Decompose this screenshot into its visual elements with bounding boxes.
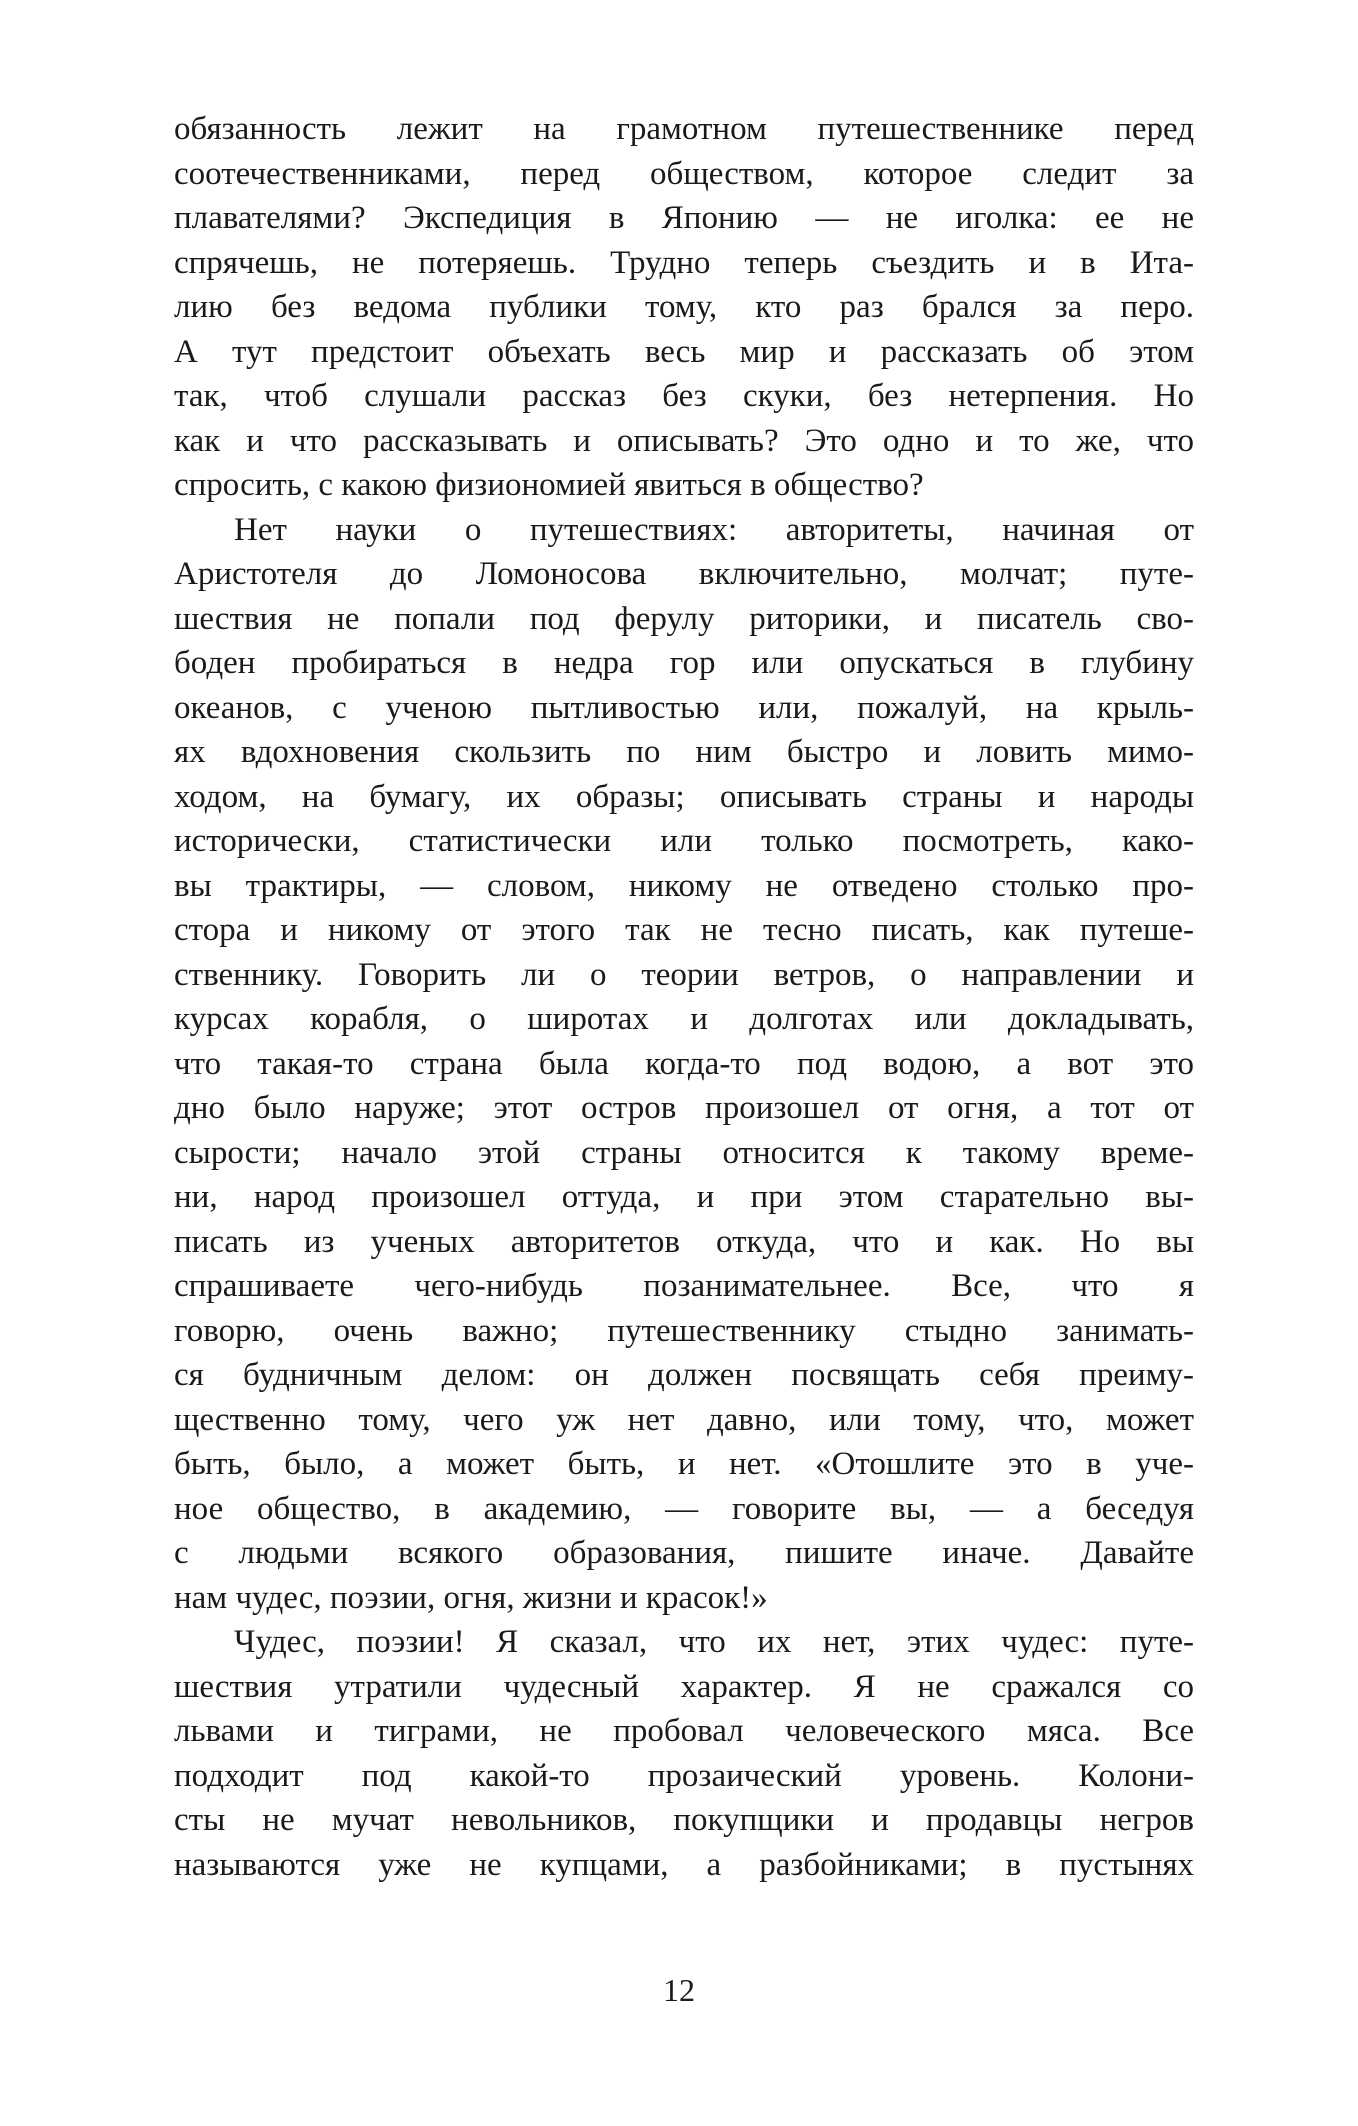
text-line: исторически, статистически или только посмотреть, како- — [174, 823, 1194, 859]
text-line: ях вдохновения скользить по ним быстро и ловить мимо- — [174, 734, 1194, 770]
text-line: называются уже не купцами, а разбойниками; в пустынях — [174, 1846, 1194, 1883]
text-line: А тут предстоит объехать весь мир и рассказать об этом — [174, 333, 1194, 370]
page-number: 12 — [663, 1972, 695, 2008]
text-line: спрячешь, не потеряешь. Трудно теперь съездить и в Ита- — [174, 244, 1194, 281]
text-line: щественно тому, чего уж нет давно, или тому, что, может — [174, 1401, 1194, 1438]
text-line: быть, было, а может быть, и нет. «Отошлите это в уче- — [174, 1446, 1194, 1482]
text-line: ни, народ произошел оттуда, и при этом старательно вы- — [174, 1179, 1194, 1215]
text-line: говорю, очень важно; путешественнику стыдно занимать- — [174, 1312, 1194, 1349]
text-line: сты не мучат невольников, покупщики и продавцы негров — [174, 1802, 1194, 1838]
text-line: боден пробираться в недра гор или опускаться в глубину — [174, 645, 1194, 681]
text-line: ходом, на бумагу, их образы; описывать страны и народы — [174, 778, 1194, 815]
text-line: подходит под какой-то прозаический уровень. Колони- — [174, 1757, 1194, 1794]
text-line: ственнику. Говорить ли о теории ветров, о направлении и — [174, 956, 1194, 993]
text-line: ся будничным делом: он должен посвящать себя преиму- — [174, 1357, 1194, 1393]
text-line: океанов, с ученою пытливостью или, пожалуй, на крыль- — [174, 689, 1194, 726]
text-line: спрашиваете чего-нибудь позанимательнее. Все, что я — [174, 1268, 1194, 1304]
text-line: ное общество, в академию, — говорите вы, — а беседуя — [174, 1490, 1194, 1527]
text-line: плавателями? Экспедиция в Японию — не иголка: ее не — [174, 200, 1194, 236]
text-line: Аристотеля до Ломоносова включительно, молчат; путе- — [174, 556, 1194, 592]
text-line: вы трактиры, — словом, никому не отведено столько про- — [174, 867, 1194, 904]
paragraph-first-line: Нет науки о путешествиях: авторитеты, начиная от — [234, 511, 1194, 548]
text-line: дно было наруже; этот остров произошел от огня, а тот от — [174, 1090, 1194, 1126]
text-line: шествия утратили чудесный характер. Я не сражался со — [174, 1668, 1194, 1705]
text-line: спросить, с какою физиономией явиться в общество? — [174, 467, 924, 503]
text-line: сырости; начало этой страны относится к такому време- — [174, 1134, 1194, 1171]
text-line: что такая-то страна была когда-то под водою, а вот это — [174, 1045, 1194, 1082]
text-line: львами и тиграми, не пробовал человеческого мяса. Все — [174, 1713, 1194, 1749]
text-line: писать из ученых авторитетов откуда, что и как. Но вы — [174, 1223, 1194, 1260]
text-line: с людьми всякого образования, пишите иначе. Давайте — [174, 1535, 1194, 1571]
text-line: лию без ведома публики тому, кто раз брался за перо. — [174, 289, 1194, 325]
paragraph-first-line: Чудес, поэзии! Я сказал, что их нет, этих чудес: путе- — [234, 1624, 1194, 1660]
text-line: обязанность лежит на грамотном путешественнике перед — [174, 111, 1194, 147]
text-line: курсах корабля, о широтах и долготах или докладывать, — [174, 1001, 1194, 1037]
text-line: шествия не попали под ферулу риторики, и писатель сво- — [174, 600, 1194, 637]
text-line: стора и никому от этого так не тесно писать, как путеше- — [174, 912, 1194, 948]
text-line: так, чтоб слушали рассказ без скуки, без нетерпения. Но — [174, 378, 1194, 414]
text-line: как и что рассказывать и описывать? Это одно и то же, что — [174, 422, 1194, 459]
body-text — [174, 107, 1194, 1887]
text-line: нам чудес, поэзии, огня, жизни и красок!» — [174, 1579, 768, 1616]
text-line: соотечественниками, перед обществом, которое следит за — [174, 155, 1194, 192]
